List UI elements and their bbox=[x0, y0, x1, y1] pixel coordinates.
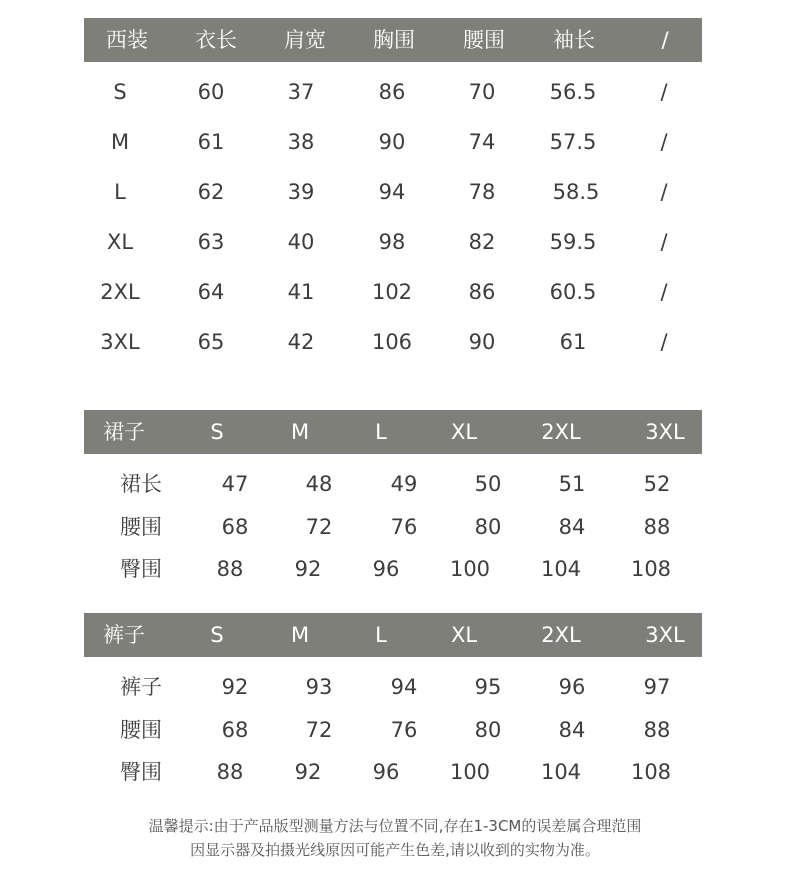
table-cell: 80 bbox=[474, 514, 502, 539]
table-cell: 88 bbox=[643, 514, 671, 539]
table-row bbox=[84, 117, 702, 167]
table-row bbox=[84, 317, 702, 367]
table-cell: 95 bbox=[474, 675, 502, 699]
table-cell: 41 bbox=[287, 280, 315, 304]
header-cell: 肩宽 bbox=[284, 28, 326, 52]
table-row bbox=[84, 217, 702, 267]
header-cell: 3XL bbox=[645, 623, 685, 647]
skirt-table-header bbox=[84, 410, 702, 454]
table-cell: 65 bbox=[197, 330, 225, 354]
header-cell: XL bbox=[450, 420, 478, 444]
table-row bbox=[84, 167, 702, 217]
header-cell: 裙子 bbox=[103, 420, 145, 444]
table-cell: 74 bbox=[468, 130, 496, 154]
table-cell: 94 bbox=[390, 675, 418, 699]
header-cell: XL bbox=[450, 623, 478, 647]
table-cell: 88 bbox=[643, 717, 671, 742]
table-cell: / bbox=[660, 130, 668, 154]
table-cell: 70 bbox=[468, 80, 496, 104]
row-label: L bbox=[114, 180, 126, 204]
table-cell: / bbox=[660, 180, 668, 204]
table-cell: 37 bbox=[287, 80, 315, 104]
table-row bbox=[84, 267, 702, 317]
table-cell: 61 bbox=[559, 330, 587, 354]
table-cell: 108 bbox=[630, 557, 672, 581]
table-cell: 100 bbox=[449, 557, 491, 581]
table-cell: 93 bbox=[305, 675, 333, 699]
table-row bbox=[84, 751, 702, 794]
header-cell: 2XL bbox=[541, 623, 581, 647]
table-cell: 82 bbox=[468, 230, 496, 254]
table-cell: 96 bbox=[558, 675, 586, 699]
table-cell: 90 bbox=[468, 330, 496, 354]
table-cell: 108 bbox=[630, 760, 672, 784]
table-cell: 47 bbox=[221, 472, 249, 496]
row-label: 臀围 bbox=[120, 557, 162, 581]
table-row bbox=[84, 666, 702, 709]
table-cell: 96 bbox=[372, 557, 400, 581]
table-cell: 60.5 bbox=[549, 280, 597, 304]
table-cell: 78 bbox=[468, 180, 496, 204]
header-cell: 西装 bbox=[106, 28, 148, 52]
table-cell: 86 bbox=[378, 80, 406, 104]
table-cell: 51 bbox=[558, 472, 586, 496]
table-cell: 92 bbox=[294, 760, 322, 784]
table-cell: 57.5 bbox=[549, 130, 597, 154]
table-row bbox=[84, 463, 702, 506]
table-cell: 72 bbox=[305, 717, 333, 742]
table-cell: 76 bbox=[390, 514, 418, 539]
suit-size-table bbox=[84, 18, 702, 367]
header-cell: 2XL bbox=[541, 420, 581, 444]
table-cell: 88 bbox=[216, 557, 244, 581]
row-label: 2XL bbox=[100, 280, 140, 304]
table-cell: 68 bbox=[221, 514, 249, 539]
table-cell: 88 bbox=[216, 760, 244, 784]
row-label: 裤子 bbox=[120, 675, 162, 699]
table-cell: 104 bbox=[540, 557, 582, 581]
table-cell: 104 bbox=[540, 760, 582, 784]
row-label: 3XL bbox=[100, 330, 140, 354]
table-cell: 56.5 bbox=[549, 80, 597, 104]
header-cell: 胸围 bbox=[373, 28, 415, 52]
header-cell: M bbox=[290, 420, 310, 444]
table-cell: / bbox=[660, 280, 668, 304]
header-cell: L bbox=[375, 623, 387, 647]
table-cell: 63 bbox=[197, 230, 225, 254]
color-difference-note: 因显示器及拍摄光线原因可能产生色差,请以收到的实物为准。 bbox=[190, 841, 600, 859]
table-cell: 100 bbox=[449, 760, 491, 784]
table-cell: 92 bbox=[221, 675, 249, 699]
header-cell: 衣长 bbox=[195, 28, 237, 52]
table-cell: 90 bbox=[378, 130, 406, 154]
table-cell: 52 bbox=[643, 472, 671, 496]
table-cell: 96 bbox=[372, 760, 400, 784]
table-cell: 59.5 bbox=[549, 230, 597, 254]
header-cell: L bbox=[375, 420, 387, 444]
table-cell: 60 bbox=[197, 80, 225, 104]
table-row bbox=[84, 548, 702, 591]
table-cell: 76 bbox=[390, 717, 418, 742]
table-cell: 86 bbox=[468, 280, 496, 304]
table-cell: 68 bbox=[221, 717, 249, 742]
table-row bbox=[84, 67, 702, 117]
header-cell: M bbox=[290, 623, 310, 647]
table-cell: 58.5 bbox=[552, 180, 600, 204]
suit-table-header bbox=[84, 18, 702, 62]
header-cell: 3XL bbox=[645, 420, 685, 444]
table-cell: 64 bbox=[197, 280, 225, 304]
measurement-note: 温馨提示:由于产品版型测量方法与位置不同,存在1-3CM的误差属合理范围 bbox=[148, 817, 642, 835]
table-row bbox=[84, 506, 702, 549]
row-label: 腰围 bbox=[120, 514, 162, 539]
row-label: XL bbox=[106, 230, 134, 254]
table-cell: 49 bbox=[390, 472, 418, 496]
header-cell: 腰围 bbox=[463, 28, 505, 52]
table-row bbox=[84, 709, 702, 752]
table-cell: 102 bbox=[371, 280, 413, 304]
table-cell: 50 bbox=[474, 472, 502, 496]
table-cell: 42 bbox=[287, 330, 315, 354]
table-cell: 39 bbox=[287, 180, 315, 204]
pants-size-table bbox=[84, 613, 702, 794]
header-cell: S bbox=[210, 623, 224, 647]
table-cell: 61 bbox=[197, 130, 225, 154]
table-cell: 84 bbox=[558, 514, 586, 539]
table-cell: 80 bbox=[474, 717, 502, 742]
row-label: S bbox=[113, 80, 127, 104]
pants-table-header bbox=[84, 613, 702, 657]
table-cell: 72 bbox=[305, 514, 333, 539]
table-cell: 40 bbox=[287, 230, 315, 254]
table-cell: 92 bbox=[294, 557, 322, 581]
row-label: 裙长 bbox=[120, 472, 162, 496]
table-cell: 106 bbox=[371, 330, 413, 354]
table-cell: 94 bbox=[378, 180, 406, 204]
table-cell: 48 bbox=[305, 472, 333, 496]
header-cell: 袖长 bbox=[553, 28, 595, 52]
table-cell: 62 bbox=[197, 180, 225, 204]
row-label: M bbox=[110, 130, 130, 154]
table-cell: 38 bbox=[287, 130, 315, 154]
table-cell: 98 bbox=[378, 230, 406, 254]
row-label: 腰围 bbox=[120, 717, 162, 742]
row-label: 臀围 bbox=[120, 760, 162, 784]
table-cell: 84 bbox=[558, 717, 586, 742]
table-cell: 97 bbox=[643, 675, 671, 699]
table-cell: / bbox=[660, 230, 668, 254]
header-cell: / bbox=[661, 28, 669, 52]
header-cell: 裤子 bbox=[103, 623, 145, 647]
skirt-size-table bbox=[84, 410, 702, 591]
table-cell: / bbox=[660, 330, 668, 354]
header-cell: S bbox=[210, 420, 224, 444]
table-cell: / bbox=[660, 80, 668, 104]
